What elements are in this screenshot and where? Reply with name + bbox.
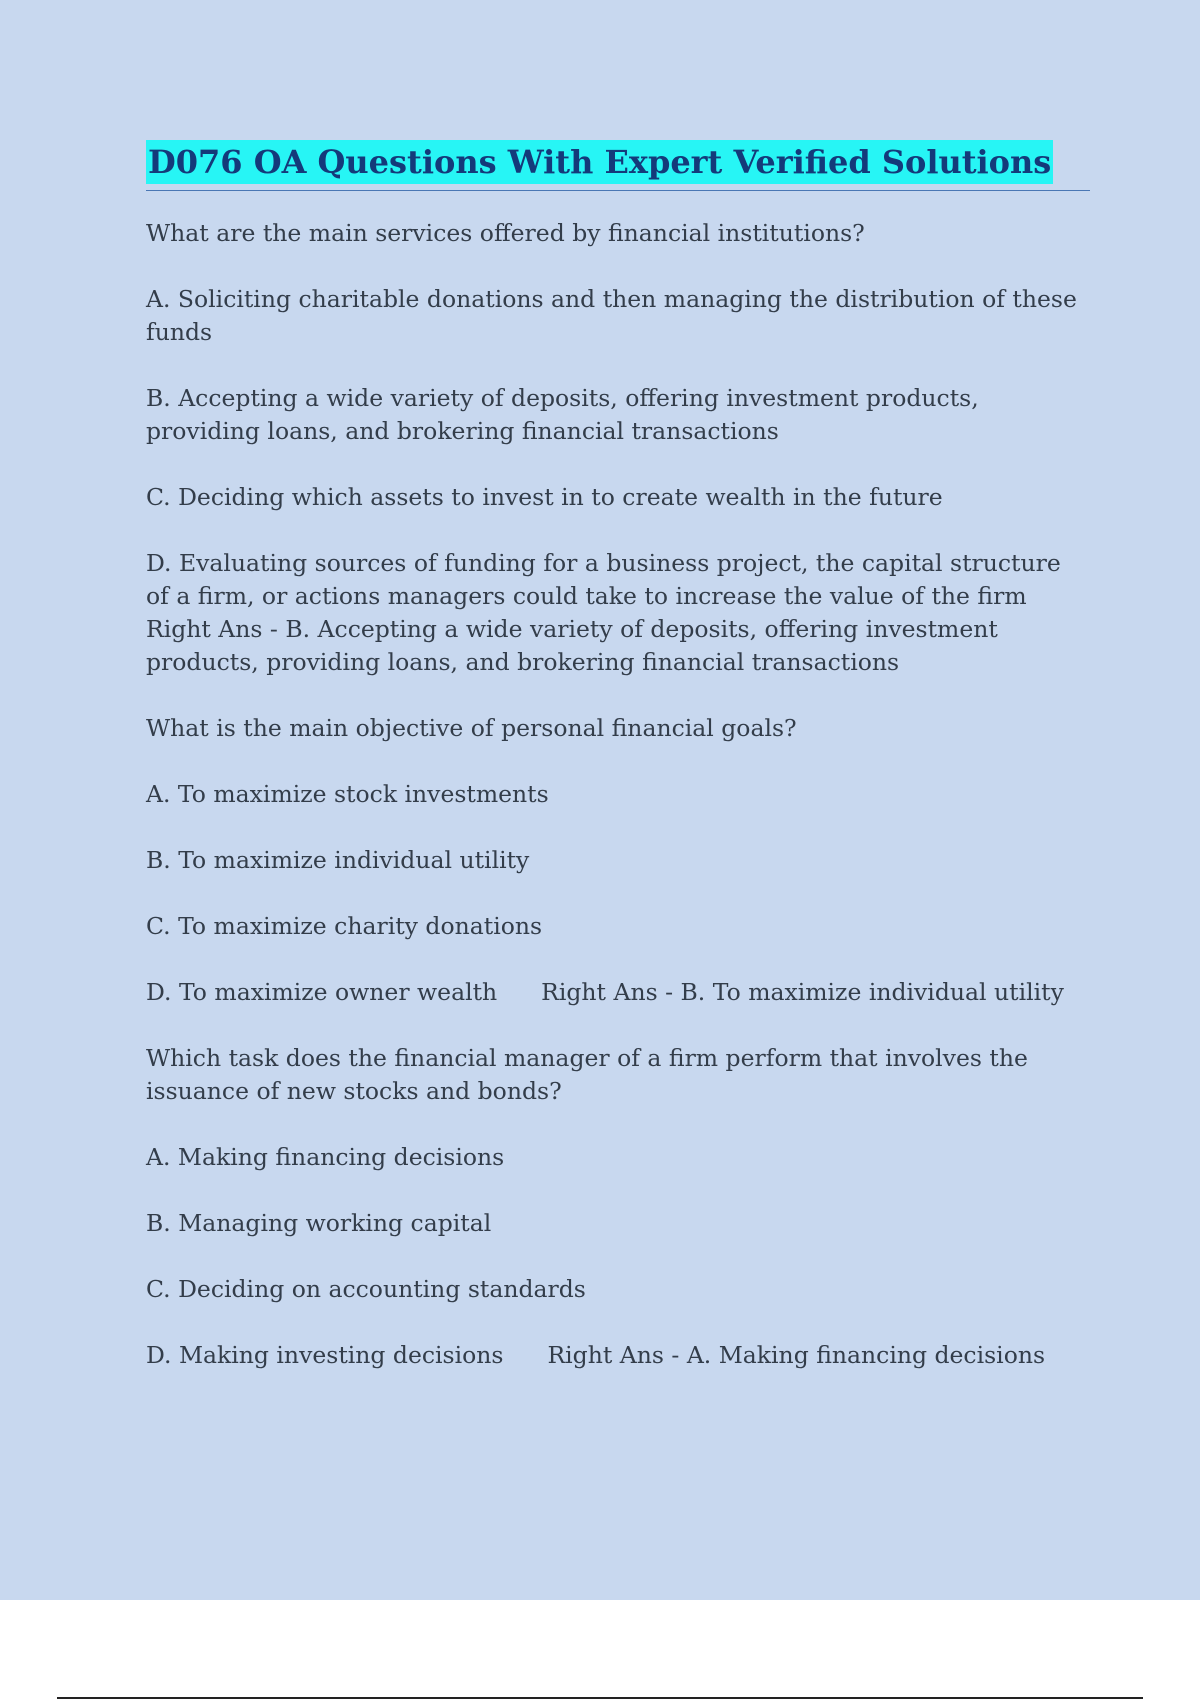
answer-option: A. Soliciting charitable donations and then managing the distribution of these funds <box>146 285 1085 346</box>
answer-option: C. Deciding which assets to invest in to create wealth in the future <box>146 483 943 511</box>
answer-option: C. To maximize charity donations <box>146 912 543 940</box>
answer-option: D. Making investing decisions <box>146 1341 504 1369</box>
answer-option: A. To maximize stock investments <box>146 780 549 808</box>
answer-option: B. Managing working capital <box>146 1209 492 1237</box>
option-with-answer <box>146 976 1090 1009</box>
footer-divider <box>57 1697 1143 1699</box>
right-answer: Right Ans - B. To maximize individual utility <box>541 978 1064 1006</box>
question-text: What is the main objective of personal financial goals? <box>146 714 797 742</box>
answer-option: D. Evaluating sources of funding for a business project, the capital structure of a firm, or actions managers could take to increase the value of the firm <box>146 549 1069 610</box>
answer-option: C. Deciding on accounting standards <box>146 1275 586 1303</box>
answer-option: A. Making financing decisions <box>146 1143 505 1171</box>
document-body <box>146 140 1090 1405</box>
question-text: Which task does the financial manager of a firm perform that involves the issuance of new stocks and bonds? <box>146 1044 1036 1105</box>
answer-option: B. To maximize individual utility <box>146 846 530 874</box>
right-answer: Right Ans - A. Making financing decisions <box>547 1341 1046 1369</box>
option-with-answer <box>146 1339 1090 1372</box>
answer-option: B. Accepting a wide variety of deposits, offering investment products, providing loans, and brokering financial transactions <box>146 384 987 445</box>
answer-option: D. To maximize owner wealth <box>146 978 498 1006</box>
right-answer: Right Ans - B. Accepting a wide variety of deposits, offering investment products, providing loans, and brokering financial transactions <box>146 615 1006 676</box>
page-title: D076 OA Questions With Expert Verified Solutions <box>146 140 1053 184</box>
title-block <box>146 140 1090 191</box>
question-text: What are the main services offered by financial institutions? <box>146 219 865 247</box>
